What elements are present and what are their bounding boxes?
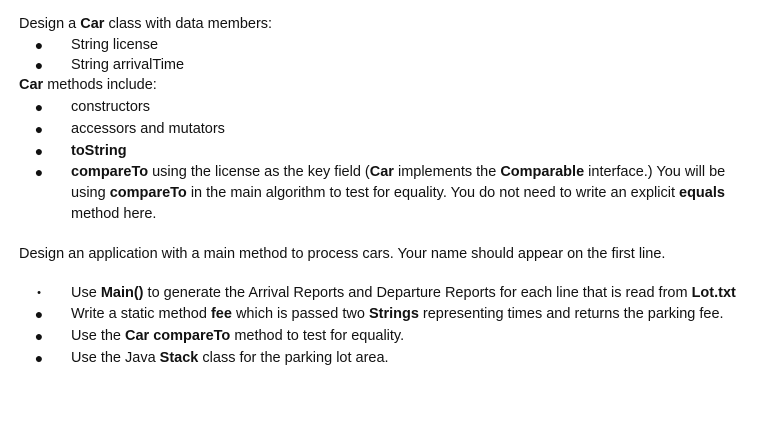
method-text: toString	[71, 143, 127, 159]
text-span: Use	[71, 285, 101, 301]
text-span: Design a	[19, 16, 81, 32]
text-span: method to test for equality.	[230, 328, 405, 344]
bullet-icon: ●	[34, 306, 44, 322]
list-item	[19, 325, 759, 347]
text-span: methods include:	[43, 77, 157, 93]
method-text: constructors	[71, 99, 150, 115]
paragraph-gap	[19, 225, 759, 244]
car-class-intro	[19, 14, 759, 35]
text-span: implements the	[393, 164, 501, 180]
list-item	[19, 140, 759, 162]
bullet-icon: ●	[34, 328, 44, 344]
bullet-icon: •	[37, 287, 41, 299]
text-span: in the main algorithm to test for equality. You do not need to write an explicit	[186, 185, 680, 201]
bold-term: compareTo	[109, 185, 187, 201]
list-item	[19, 162, 759, 225]
bold-term: fee	[210, 306, 232, 322]
method-text: accessors and mutators	[71, 121, 225, 137]
text-span: class with data members:	[104, 16, 273, 32]
bold-term: Car compareTo	[125, 328, 231, 344]
application-intro: Design an application with a main method to process cars. Your name should appear on the first line.	[19, 246, 666, 262]
text-span: class for the parking lot area.	[198, 350, 389, 366]
text-span: which is passed two	[231, 306, 369, 322]
list-item	[19, 283, 759, 304]
list-item	[19, 35, 759, 55]
bold-term: Car	[369, 164, 394, 180]
document-body	[19, 14, 759, 369]
bullet-icon: ●	[34, 143, 44, 159]
text-span: Write a static method	[71, 306, 211, 322]
bold-term: Stack	[159, 350, 199, 366]
text-span: interface.) You will be using	[71, 164, 726, 201]
list-item	[19, 55, 759, 75]
bullet-icon: ●	[34, 121, 44, 137]
paragraph-gap	[19, 265, 759, 283]
list-item	[19, 96, 759, 118]
bold-term: Car	[80, 16, 105, 32]
list-item	[19, 347, 759, 369]
car-methods-intro	[19, 75, 759, 96]
bold-term: equals	[679, 185, 725, 201]
list-item	[19, 118, 759, 140]
text-span: to generate the Arrival Reports and Departure Reports for each line that is read from	[143, 285, 692, 301]
bullet-icon: ●	[34, 57, 44, 73]
bold-term: Comparable	[500, 164, 585, 180]
bold-term: Car	[19, 77, 44, 93]
text-span: method here.	[71, 206, 157, 222]
bold-term: compareTo	[71, 164, 149, 180]
bullet-icon: ●	[34, 350, 44, 366]
text-span: using the license as the key field (	[148, 164, 370, 180]
bullet-icon: ●	[34, 164, 44, 180]
bullet-icon: ●	[34, 99, 44, 115]
bold-term: Strings	[368, 306, 419, 322]
list-item	[19, 304, 759, 325]
bullet-icon: ●	[34, 37, 44, 53]
methods-list	[19, 96, 759, 225]
text-span: Use the Java	[71, 350, 160, 366]
member-text: String license	[71, 37, 159, 53]
data-members-list	[19, 35, 759, 75]
member-text: String arrivalTime	[71, 57, 185, 73]
bold-term: Lot.txt	[691, 285, 736, 301]
bold-term: Main()	[100, 285, 144, 301]
text-span: representing times and returns the parking fee.	[418, 306, 724, 322]
text-span: Use the	[71, 328, 125, 344]
application-list	[19, 283, 759, 369]
